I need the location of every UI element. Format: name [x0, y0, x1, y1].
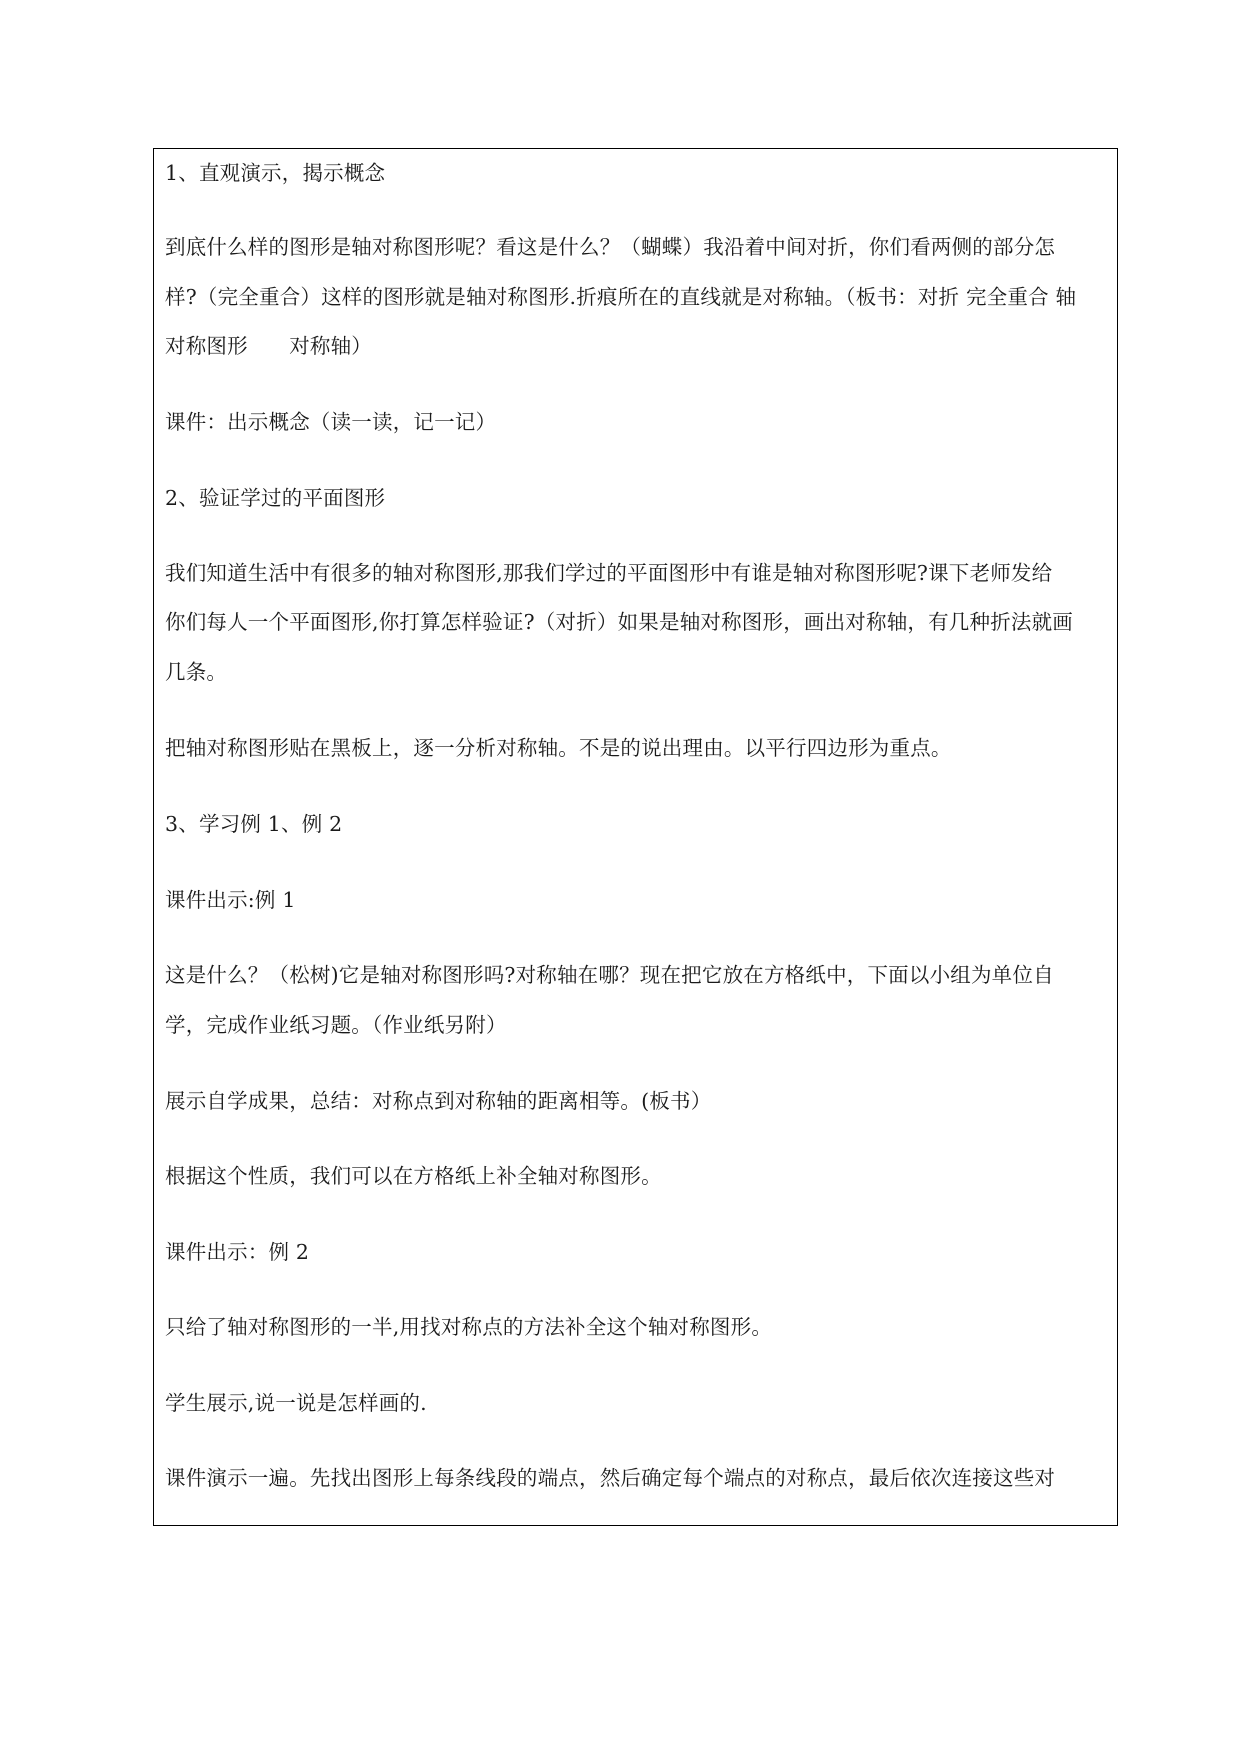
text-line: 几条。: [165, 660, 228, 684]
text-line: 我们知道生活中有很多的轴对称图形,那我们学过的平面图形中有谁是轴对称图形呢?课下老师发给: [165, 561, 1053, 585]
text-line: 对称图形 对称轴）: [165, 334, 372, 358]
text-line: 你们每人一个平面图形,你打算怎样验证?（对折）如果是轴对称图形，画出对称轴，有几种折法就画: [165, 610, 1074, 634]
text-line: 展示自学成果，总结：对称点到对称轴的距离相等。(板书）: [165, 1089, 712, 1113]
text-line: 只给了轴对称图形的一半,用找对称点的方法补全这个轴对称图形。: [165, 1315, 773, 1339]
lesson-plan-table-cell: [153, 148, 1118, 1526]
text-line: 这是什么？（松树)它是轴对称图形吗?对称轴在哪？现在把它放在方格纸中，下面以小组为单位自: [165, 963, 1054, 987]
text-line: 学，完成作业纸习题。（作业纸另附）: [165, 1013, 507, 1037]
text-line: 到底什么样的图形是轴对称图形呢？看这是什么？（蝴蝶）我沿着中间对折，你们看两侧的部分怎: [165, 235, 1056, 259]
text-line: 学生展示,说一说是怎样画的.: [165, 1391, 427, 1415]
text-line: 2、验证学过的平面图形: [165, 486, 386, 510]
text-line: 课件演示一遍。先找出图形上每条线段的端点，然后确定每个端点的对称点，最后依次连接这些对: [165, 1466, 1056, 1490]
text-line: 课件出示：例 2: [165, 1240, 310, 1264]
text-line: 课件：出示概念（读一读，记一记）: [165, 410, 497, 434]
text-line: 1、直观演示，揭示概念: [165, 161, 386, 185]
text-line: 样?（完全重合）这样的图形就是轴对称图形.折痕所在的直线就是对称轴。（板书：对折 完全重合 轴: [165, 285, 1077, 309]
text-line: 课件出示:例 1: [165, 888, 296, 912]
text-line: 把轴对称图形贴在黑板上，逐一分析对称轴。不是的说出理由。以平行四边形为重点。: [165, 736, 952, 760]
text-line: 3、学习例 1、例 2: [165, 812, 343, 836]
text-line: 根据这个性质，我们可以在方格纸上补全轴对称图形。: [165, 1164, 662, 1188]
